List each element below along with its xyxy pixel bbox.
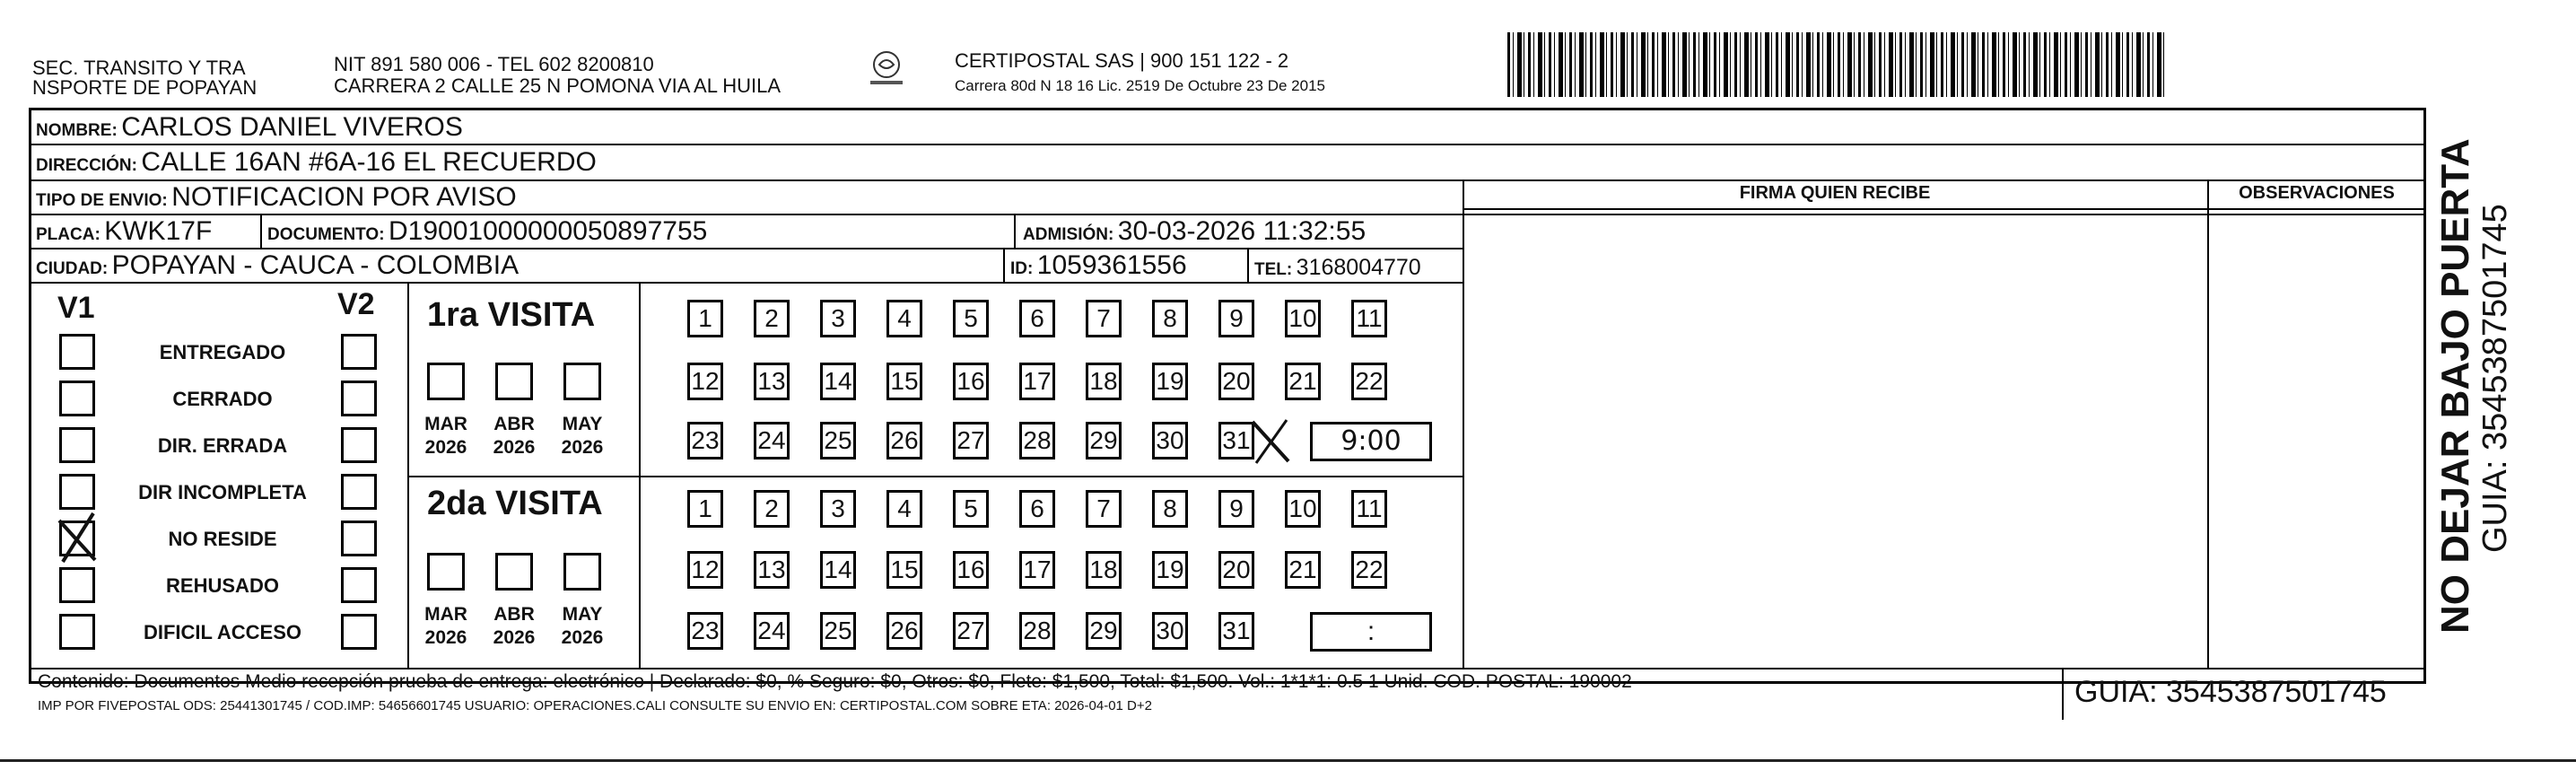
second-visit-day-box[interactable]: 19 [1152, 551, 1188, 589]
first-visit-day-box[interactable]: 1 [687, 300, 723, 337]
v1-checkbox[interactable] [59, 567, 95, 603]
month-name: ABR [493, 604, 535, 625]
direccion-value: CALLE 16AN #6A-16 EL RECUERDO [141, 147, 597, 177]
nombre-label: NOMBRE: [36, 121, 118, 140]
org-name-line1: SEC. TRANSITO Y TRA [32, 57, 246, 79]
courier-line: CERTIPOSTAL SAS | 900 151 122 - 2 [955, 49, 1289, 72]
first-visit-day-box[interactable]: 10 [1285, 300, 1321, 337]
ciudad-field [36, 249, 519, 286]
month-name: ABR [493, 414, 535, 434]
first-visit-day-box[interactable]: 22 [1351, 363, 1387, 400]
v2-label: V2 [337, 287, 375, 321]
first-visit-day-box[interactable]: 20 [1218, 363, 1254, 400]
col-divider [1003, 248, 1005, 282]
second-visit-day-box[interactable]: 11 [1351, 490, 1387, 528]
second-visit-day-box[interactable]: 6 [1019, 490, 1055, 528]
row-divider [1463, 208, 2426, 210]
first-visit-day-box[interactable]: 18 [1086, 363, 1122, 400]
tipo-envio-value: NOTIFICACION POR AVISO [171, 182, 517, 212]
first-visit-day-box[interactable]: 19 [1152, 363, 1188, 400]
month-year: 2026 [424, 437, 467, 458]
v2-checkbox[interactable] [341, 521, 377, 556]
month-name: MAY [562, 604, 603, 625]
second-visit-day-box[interactable]: 27 [953, 612, 989, 650]
second-visit-day-box[interactable]: 25 [820, 612, 856, 650]
documento-value: D19001000000050897755 [389, 216, 708, 246]
first-visit-day-box[interactable]: 23 [687, 422, 723, 459]
id-field [1010, 249, 1187, 286]
status-label: ENTREGADO [159, 341, 286, 363]
month-year: 2026 [561, 627, 604, 648]
guia-number-box: GUIA: 3545387501745 [2074, 675, 2387, 709]
month-label [415, 413, 477, 459]
second-visit-day-box[interactable]: 24 [754, 612, 790, 650]
first-visit-day-box[interactable]: 31 [1218, 422, 1254, 459]
observaciones-header: OBSERVACIONES [2239, 183, 2395, 203]
col-divider [1014, 214, 1016, 248]
first-visit-day-box[interactable]: 5 [953, 300, 989, 337]
status-label: CERRADO [172, 388, 273, 410]
second-visit-day-box[interactable]: 1 [687, 490, 723, 528]
side-guia-number: GUIA: 3545387501745 [2476, 204, 2514, 553]
first-visit-day-box[interactable]: 29 [1086, 422, 1122, 459]
footer-print-line: IMP POR FIVEPOSTAL ODS: 25441301745 / COD.IMP: 54656601745 USUARIO: OPERACIONES.CALI CONSULTE SU ENVIO EN: CERTIPOSTAL.COM SOBRE ETA: 2026-04-01 D+2 [38, 698, 1152, 713]
placa-value: KWK17F [104, 216, 213, 246]
first-visit-day-box[interactable]: 28 [1019, 422, 1055, 459]
second-visit-time[interactable] [1310, 612, 1432, 652]
second-visit-day-box[interactable]: 13 [754, 551, 790, 589]
first-visit-day-box[interactable]: 16 [953, 363, 989, 400]
v1-checkbox[interactable] [59, 334, 95, 370]
id-value: 1059361556 [1036, 250, 1187, 280]
documento-field [267, 215, 707, 252]
page-bottom-rule [0, 759, 2576, 762]
documento-label: DOCUMENTO: [267, 225, 385, 244]
v1-label: V1 [57, 291, 95, 325]
first-visit-day-box[interactable]: 11 [1351, 300, 1387, 337]
first-visit-day-box[interactable]: 7 [1086, 300, 1122, 337]
second-visit-day-box[interactable]: 10 [1285, 490, 1321, 528]
first-visit-day-box[interactable]: 21 [1285, 363, 1321, 400]
no-dejar-bajo-puerta-warning: NO DEJAR BAJO PUERTA [2433, 138, 2477, 634]
second-visit-day-box[interactable]: 7 [1086, 490, 1122, 528]
month-label [551, 413, 614, 459]
second-visit-day-box[interactable]: 5 [953, 490, 989, 528]
org-name-line2: NSPORTE DE POPAYAN [32, 76, 258, 99]
month-name: MAR [424, 414, 467, 434]
status-label: DIR INCOMPLETA [138, 481, 307, 503]
barcode [1507, 32, 2167, 97]
second-visit-day-box[interactable]: 30 [1152, 612, 1188, 650]
month-label [551, 603, 614, 650]
second-visit-day-box[interactable]: 29 [1086, 612, 1122, 650]
second-visit-day-box[interactable]: 4 [886, 490, 922, 528]
second-visit-day-box[interactable]: 21 [1285, 551, 1321, 589]
nombre-field [36, 111, 463, 148]
first-visit-day-box[interactable]: 17 [1019, 363, 1055, 400]
courier-address: Carrera 80d N 18 16 Lic. 2519 De Octubre 23 De 2015 [955, 77, 1325, 94]
first-visit-day-box[interactable]: 6 [1019, 300, 1055, 337]
month-checkbox[interactable] [427, 553, 465, 591]
section-divider [407, 282, 409, 668]
firma-header: FIRMA QUIEN RECIBE [1739, 183, 1931, 203]
second-visit-day-box[interactable]: 16 [953, 551, 989, 589]
month-year: 2026 [493, 627, 536, 648]
tel-label: TEL: [1254, 260, 1293, 279]
second-visit-title: 2da VISITA [427, 485, 603, 522]
first-visit-day-box[interactable]: 4 [886, 300, 922, 337]
tipo-envio-label: TIPO DE ENVIO: [36, 191, 168, 210]
first-visit-day-box[interactable]: 15 [886, 363, 922, 400]
first-visit-day-box[interactable]: 8 [1152, 300, 1188, 337]
first-visit-day-box[interactable]: 25 [820, 422, 856, 459]
v2-checkbox[interactable] [341, 614, 377, 650]
first-visit-title: 1ra VISITA [427, 296, 596, 334]
no-reside-check-mark [54, 512, 108, 565]
v1-checkbox[interactable] [59, 381, 95, 416]
status-label: DIR. ERRADA [157, 434, 288, 457]
second-visit-day-box[interactable]: 31 [1218, 612, 1254, 650]
col-divider [2207, 179, 2209, 668]
first-visit-day-box[interactable]: 24 [754, 422, 790, 459]
second-visit-day-box[interactable]: 8 [1152, 490, 1188, 528]
month-checkbox[interactable] [563, 553, 601, 591]
nit-line: NIT 891 580 006 - TEL 602 8200810 [334, 53, 654, 75]
month-checkbox[interactable] [427, 363, 465, 400]
v2-checkbox[interactable] [341, 567, 377, 603]
v2-checkbox[interactable] [341, 381, 377, 416]
direccion-field [36, 146, 597, 183]
section-divider [639, 282, 641, 668]
row-divider [29, 668, 2426, 669]
first-visit-day-box[interactable]: 14 [820, 363, 856, 400]
first-visit-day-box[interactable]: 26 [886, 422, 922, 459]
v2-checkbox[interactable] [341, 474, 377, 510]
status-label: REHUSADO [166, 574, 279, 597]
col-divider [260, 214, 262, 248]
courier-logo [861, 45, 912, 95]
v1-checkbox[interactable] [59, 474, 95, 510]
v2-checkbox[interactable] [341, 334, 377, 370]
second-visit-day-box[interactable]: 15 [886, 551, 922, 589]
second-visit-day-box[interactable]: 22 [1351, 551, 1387, 589]
tel-value: 3168004770 [1296, 255, 1421, 280]
first-visit-day-box[interactable]: 3 [820, 300, 856, 337]
first-visit-day-box[interactable]: 9 [1218, 300, 1254, 337]
admision-field [1023, 215, 1366, 252]
second-visit-day-box[interactable]: 3 [820, 490, 856, 528]
second-visit-day-box[interactable]: 17 [1019, 551, 1055, 589]
month-label [483, 413, 546, 459]
first-visit-day-box[interactable]: 30 [1152, 422, 1188, 459]
second-visit-day-box[interactable]: 23 [687, 612, 723, 650]
month-year: 2026 [493, 437, 536, 458]
col-divider [1463, 179, 1464, 668]
v1-checkbox[interactable] [59, 614, 95, 650]
month-year: 2026 [424, 627, 467, 648]
status-label: DIFICIL ACCESO [143, 621, 301, 643]
first-visit-day-box[interactable]: 2 [754, 300, 790, 337]
direccion-label: DIRECCIÓN: [36, 156, 137, 175]
month-name: MAY [562, 414, 603, 434]
placa-field [36, 215, 212, 252]
second-visit-day-box[interactable]: 28 [1019, 612, 1055, 650]
first-visit-day-box[interactable]: 12 [687, 363, 723, 400]
second-visit-day-box[interactable]: 9 [1218, 490, 1254, 528]
second-visit-day-box[interactable]: 18 [1086, 551, 1122, 589]
v2-checkbox[interactable] [341, 427, 377, 463]
v1-checkbox[interactable] [59, 427, 95, 463]
second-visit-day-box[interactable]: 12 [687, 551, 723, 589]
month-name: MAR [424, 604, 467, 625]
first-visit-time[interactable] [1310, 422, 1432, 461]
second-visit-day-box[interactable]: 20 [1218, 551, 1254, 589]
tipo-envio-field [36, 181, 517, 218]
admision-label: ADMISIÓN: [1023, 225, 1114, 244]
crossed-day-mark [1245, 415, 1299, 468]
first-visit-time-value: 9:00 [1340, 425, 1402, 457]
admision-value: 30-03-2026 11:32:55 [1117, 216, 1367, 246]
address-line: CARRERA 2 CALLE 25 N POMONA VIA AL HUILA [334, 74, 782, 97]
placa-label: PLACA: [36, 225, 100, 244]
month-label [415, 603, 477, 650]
second-visit-day-box[interactable]: 14 [820, 551, 856, 589]
ciudad-value: POPAYAN - CAUCA - COLOMBIA [111, 250, 520, 280]
tel-field [1254, 251, 1421, 287]
section-divider [407, 476, 1463, 477]
col-divider [1247, 248, 1249, 282]
month-checkbox[interactable] [495, 363, 533, 400]
id-label: ID: [1010, 259, 1034, 278]
second-visit-day-box[interactable]: 2 [754, 490, 790, 528]
second-visit-day-box[interactable]: 26 [886, 612, 922, 650]
ciudad-label: CIUDAD: [36, 259, 109, 278]
second-visit-time-value: : [1367, 617, 1375, 646]
first-visit-day-box[interactable]: 13 [754, 363, 790, 400]
status-label: NO RESIDE [168, 528, 277, 550]
month-label [483, 603, 546, 650]
month-year: 2026 [561, 437, 604, 458]
footer-content-line: Contenido: Documentos Medio recepción prueba de entrega: electrónico | Declarado: $0, % Seguro: $0, Otros: $0, Flete: $1,500, Total: $1,500. Vol.: 1*1*1: 0.5 1 Unid. COD. POSTAL: 190002 [38, 671, 1632, 692]
col-divider [2062, 668, 2064, 720]
month-checkbox[interactable] [495, 553, 533, 591]
nombre-value: CARLOS DANIEL VIVEROS [121, 112, 463, 142]
month-checkbox[interactable] [563, 363, 601, 400]
first-visit-day-box[interactable]: 27 [953, 422, 989, 459]
